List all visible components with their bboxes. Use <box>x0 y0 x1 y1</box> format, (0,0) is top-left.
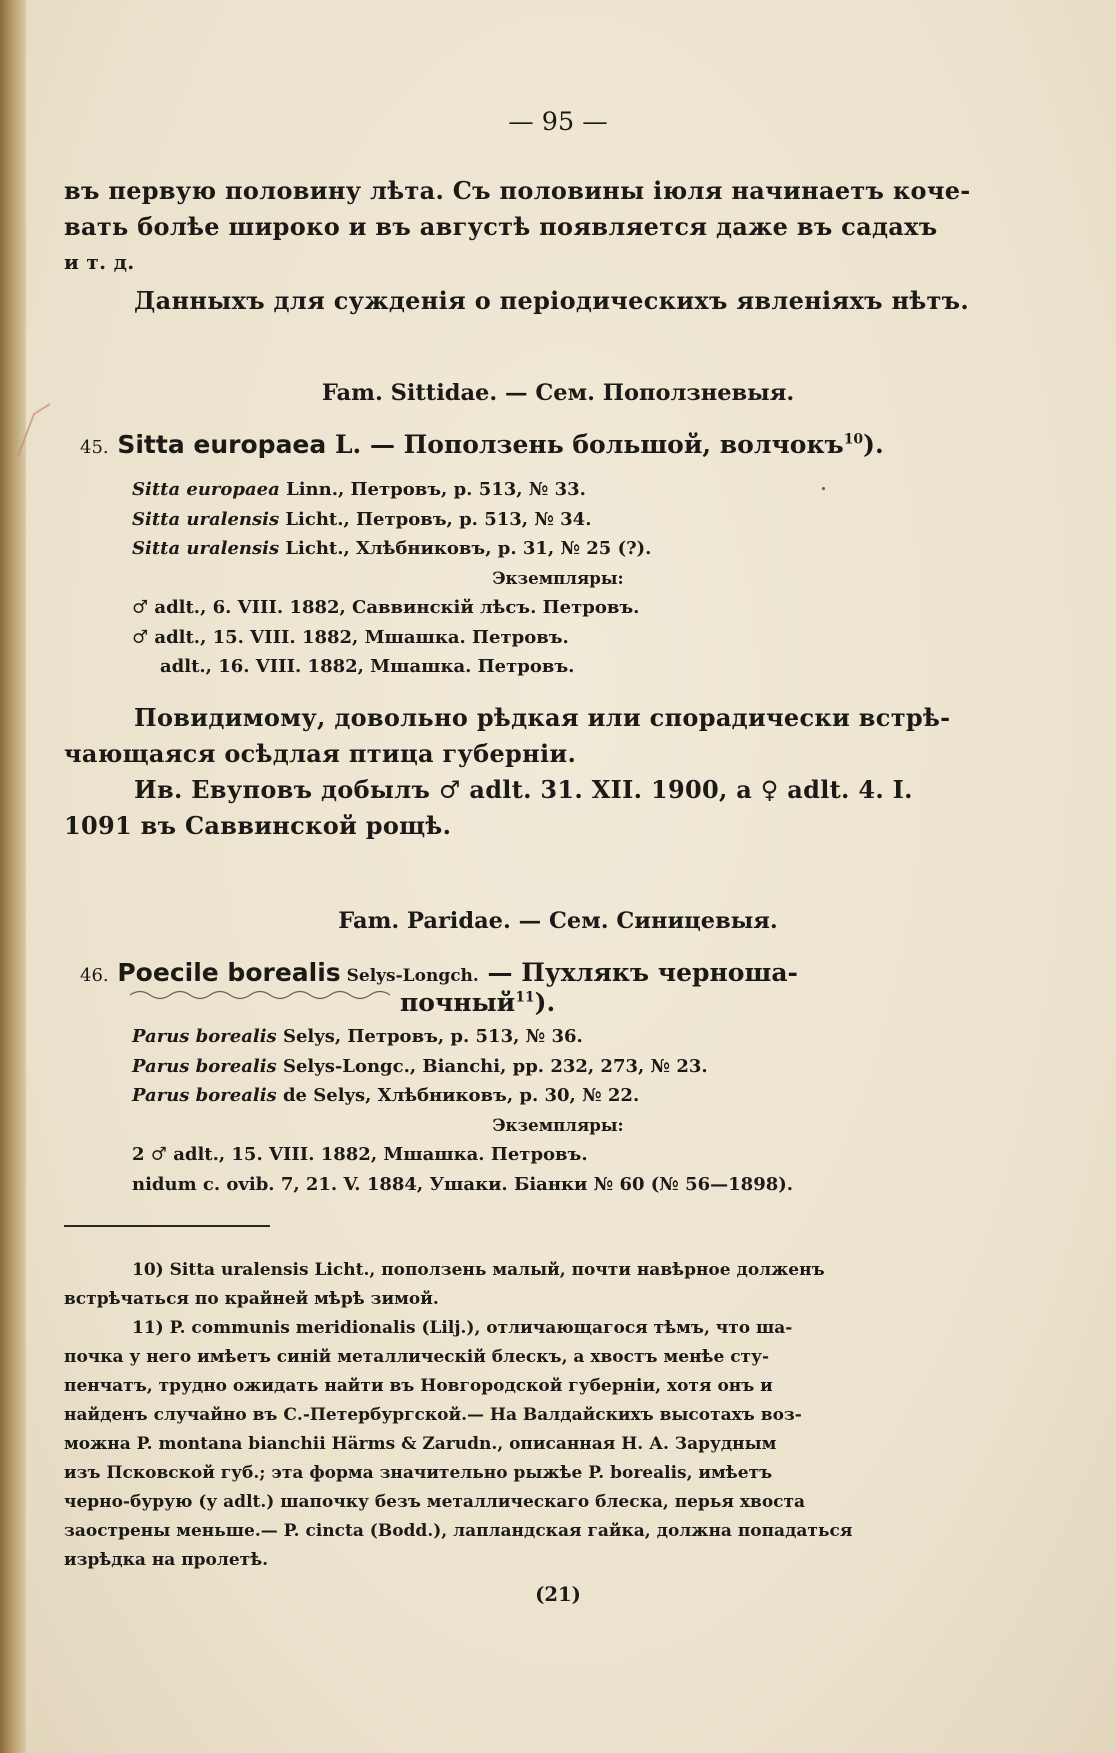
footnote-11-line: 11) P. communis meridionalis (Lilj.), отличающагося тѣмъ, что ша- <box>132 1318 793 1338</box>
specimen-line: adlt., 16. VIII. 1882, Мшашка. Петровъ. <box>160 656 575 677</box>
paragraph-line: Повидимому, довольно рѣдкая или спорадически встрѣ- <box>134 703 951 732</box>
species-common-name: L. — Поползень большой, волчокъ <box>326 430 844 459</box>
family-heading-paridae: Fam. Paridae. — Сем. Синицевыя. <box>338 908 778 934</box>
synonym-line <box>132 1085 639 1106</box>
underline-squiggle-icon <box>130 988 390 1002</box>
paragraph-line: Ив. Евуповъ добылъ ♂ adlt. 31. XII. 1900, а ♀ adlt. 4. I. <box>134 775 913 804</box>
synonym-latin: Sitta uralensis <box>132 509 280 530</box>
specimens-label: Экземпляры: <box>492 568 624 588</box>
synonym-latin: Sitta uralensis <box>132 538 280 559</box>
footnote-10-line: встрѣчаться по крайней мѣрѣ зимой. <box>64 1289 439 1309</box>
footnote-ref-10[interactable]: 10 <box>843 431 864 448</box>
species-number: 45. <box>80 437 109 458</box>
species-latin-name: Poecile borealis <box>117 958 341 987</box>
footnote-11-line: пенчатъ, трудно ожидать найти въ Новгородской губерніи, хотя онъ и <box>64 1376 773 1396</box>
specimen-line: ♂ adlt., 15. VIII. 1882, Мшашка. Петровъ. <box>132 627 569 648</box>
footnote-11-line: черно-бурую (у adlt.) шапочку безъ металлическаго блеска, перья хвоста <box>64 1492 806 1512</box>
signature-mark: (21) <box>535 1583 581 1606</box>
footnote-11-line: изрѣдка на пролетѣ. <box>64 1550 269 1570</box>
synonym-latin: Sitta europaea <box>132 479 280 500</box>
species-46-title <box>80 958 798 987</box>
intro-line-1: въ первую половину лѣта. Съ половины іюля начинаетъ коче- <box>64 176 971 205</box>
synonym-latin: Parus borealis <box>132 1026 277 1047</box>
footnote-divider <box>64 1225 270 1227</box>
species-close: ). <box>534 988 556 1017</box>
synonym-ref: Selys, Петровъ, p. 513, № 36. <box>276 1026 583 1047</box>
footnote-10-line: 10) Sitta uralensis Licht., поползень малый, почти навѣрное долженъ <box>132 1260 825 1280</box>
specimens-label: Экземпляры: <box>492 1115 624 1135</box>
footnote-11-line: изъ Псковской губ.; эта форма значительно рыжѣе P. borealis, имѣетъ <box>64 1463 773 1483</box>
specimen-line: nidum c. ovib. 7, 21. V. 1884, Ушаки. Біанки № 60 (№ 56—1898). <box>132 1174 794 1195</box>
synonym-ref: de Selys, Хлѣбниковъ, p. 30, № 22. <box>276 1085 640 1106</box>
intro-line-3: и т. д. <box>64 250 135 274</box>
synonym-line <box>132 479 586 500</box>
intro-line-4: Данныхъ для сужденія о періодическихъ явленіяхъ нѣтъ. <box>134 286 970 315</box>
synonym-ref: Linn., Петровъ, p. 513, № 33. <box>279 479 586 500</box>
footnote-ref-11[interactable]: 11 <box>515 989 535 1006</box>
margin-dot <box>822 487 825 490</box>
paragraph-line: 1091 въ Саввинской рощѣ. <box>64 811 452 840</box>
synonym-line <box>132 1056 708 1077</box>
species-author: Selys-Longch. <box>340 966 479 986</box>
page-paper <box>26 0 1116 1753</box>
specimen-line: ♂ adlt., 6. VIII. 1882, Саввинскій лѣсъ. Петровъ. <box>132 597 640 618</box>
synonym-ref: Licht., Хлѣбниковъ, p. 31, № 25 (?). <box>279 538 652 559</box>
synonym-latin: Parus borealis <box>132 1085 277 1106</box>
synonym-ref: Licht., Петровъ, p. 513, № 34. <box>279 509 592 530</box>
paragraph-line: чающаяся осѣдлая птица губерніи. <box>64 739 577 768</box>
synonym-line <box>132 1026 583 1047</box>
footnote-11-line: почка у него имѣетъ синій металлическій блескъ, а хвостъ менѣе сту- <box>64 1347 770 1367</box>
synonym-ref: Selys-Longc., Bianchi, pp. 232, 273, № 23. <box>276 1056 708 1077</box>
species-common-name-cont: почный <box>400 988 516 1017</box>
footnote-11-line: заострены меньше.— P. cincta (Bodd.), лапландская гайка, должна попадаться <box>64 1521 853 1541</box>
pencil-mark-icon <box>14 400 54 460</box>
species-latin-name: Sitta europaea <box>117 430 327 459</box>
species-close: ). <box>863 430 884 459</box>
footnote-11-line: можна P. montana bianchii Härms & Zarudn., описанная Н. А. Зарудным <box>64 1434 777 1454</box>
intro-line-2: вать болѣе широко и въ августѣ появляется даже въ садахъ <box>64 212 938 241</box>
footnote-11-line: найденъ случайно въ С.-Петербургской.— На Валдайскихъ высотахъ воз- <box>64 1405 802 1425</box>
species-common-name: — Пухлякъ черноша- <box>478 958 798 987</box>
synonym-line <box>132 538 651 559</box>
specimen-line: 2 ♂ adlt., 15. VIII. 1882, Мшашка. Петровъ. <box>132 1144 588 1165</box>
binding-edge <box>0 0 26 1753</box>
page-number: — 95 — <box>508 106 608 136</box>
family-heading-sittidae: Fam. Sittidae. — Сем. Поползневыя. <box>321 380 795 406</box>
synonym-line <box>132 509 591 530</box>
species-46-title-line-2 <box>400 988 555 1017</box>
species-45-title <box>80 430 884 459</box>
species-number: 46. <box>80 965 109 986</box>
synonym-latin: Parus borealis <box>132 1056 277 1077</box>
